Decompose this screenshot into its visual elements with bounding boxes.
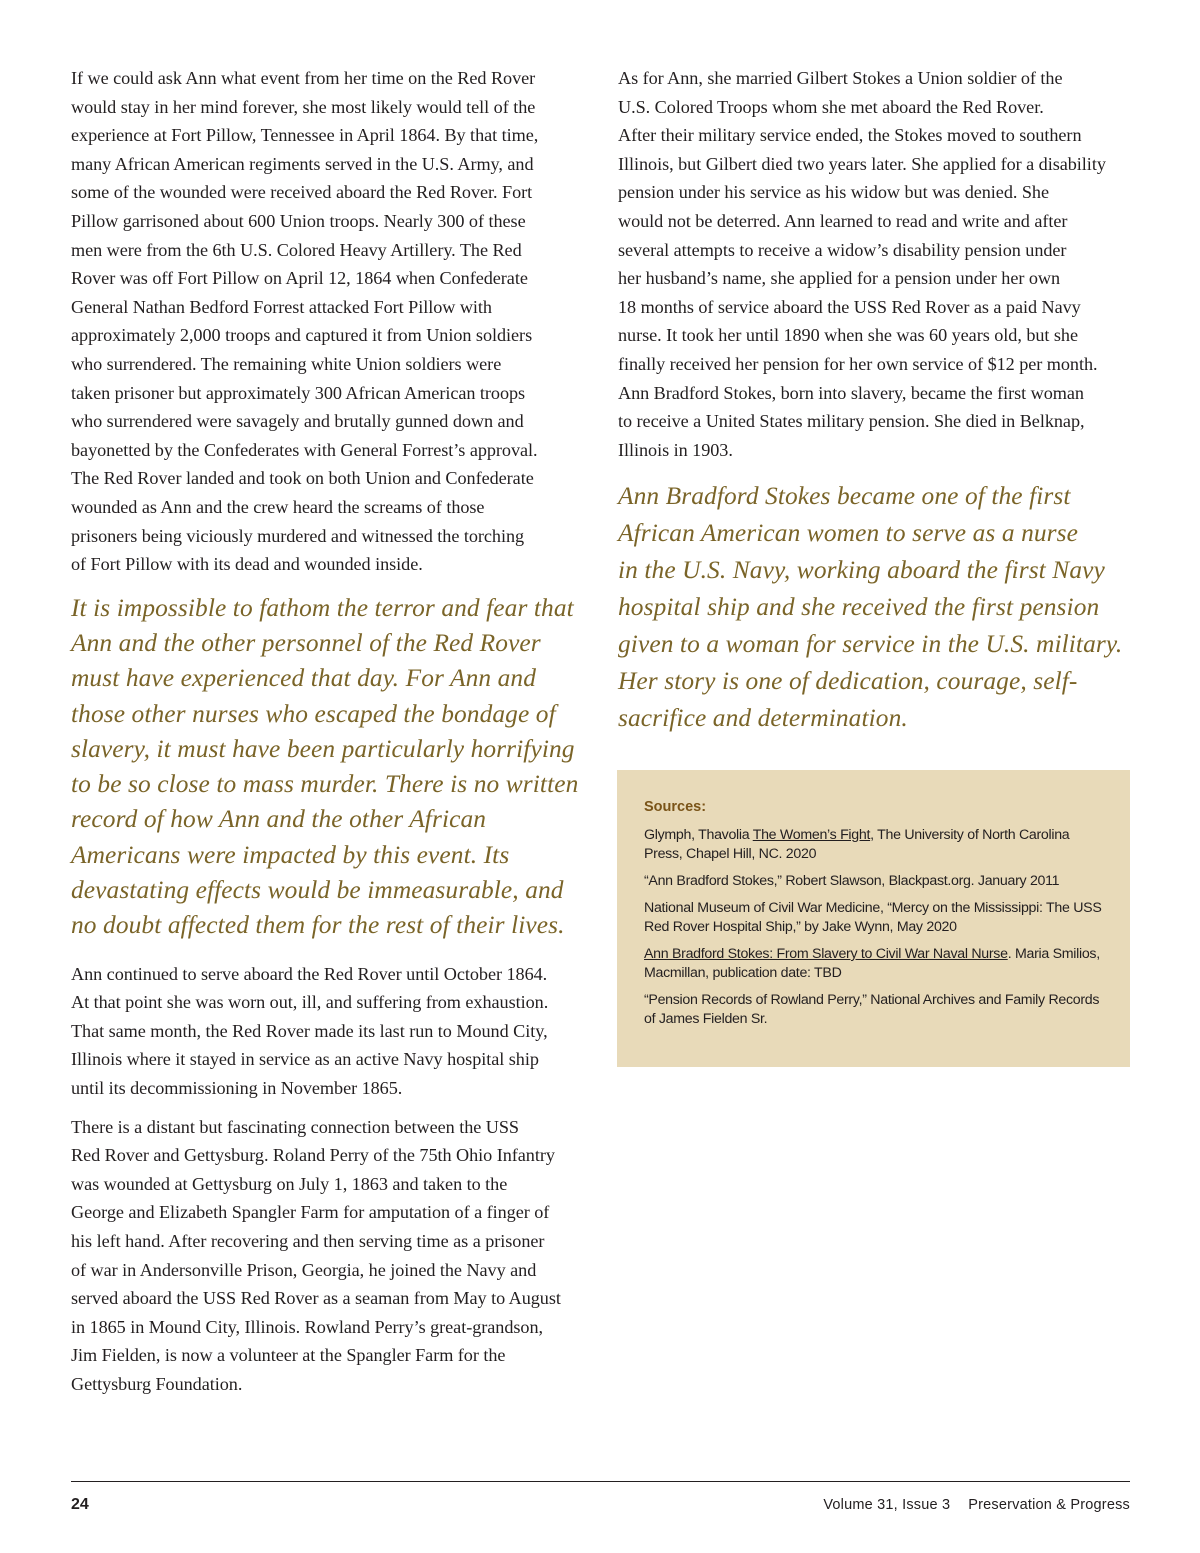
page-number: 24	[71, 1496, 89, 1513]
source-item	[644, 826, 1104, 864]
right-column	[618, 64, 1130, 737]
source-text: , The University of North Carolina Press, Chapel Hill, NC. 2020	[644, 827, 1070, 862]
left-paragraph-service-end: Ann continued to serve aboard the Red Rover until October 1864. At that point she was worn out, ill, and suffering from exhaustion. That same month, the Red Rover made its last run to Mound City, Illinois where it stayed in service as an active Navy hospital ship until its decommissioning in November 1865.	[71, 963, 549, 1099]
source-book-title: The Women’s Fight	[752, 827, 871, 843]
publication-name: Preservation & Progress	[968, 1497, 1130, 1513]
source-item: “Ann Bradford Stokes,” Robert Slawson, Blackpast.org. January 2011	[644, 873, 1060, 889]
right-pull-quote: Ann Bradford Stokes became one of the first African American women to serve as a nurse in the U.S. Navy, working aboard the first Navy hospital ship and she received the first pension given to a woman for service in the U.S. military. Her story is one of dedication, courage, self- sacrifice and determination.	[618, 482, 1123, 733]
right-paragraph-pension: As for Ann, she married Gilbert Stokes a Union soldier of the U.S. Colored Troops whom she met aboard the Red Rover. After their military service ended, the Stokes moved to southern Illinois, but Gilbert died two years later. She applied for a disability pension under his service as his widow but was denied. She would not be deterred. Ann learned to read and write and after several attempts to receive a widow’s disability pension under her husband’s name, she applied for a pension under her own 18 months of service aboard the USS Red Rover as a paid Navy nurse. It took her until 1890 when she was 60 years old, but she finally received her pension for her own service of $12 per month. Ann Bradford Stokes, born into slavery, became the first woman to receive a United States military pension. She died in Belknap, Illinois in 1903.	[618, 68, 1106, 460]
source-item	[644, 945, 1104, 983]
source-item: National Museum of Civil War Medicine, “Mercy on the Mississippi: The USS Red Rover Hospital Ship,” by Jake Wynn, May 2020	[644, 900, 1102, 935]
left-paragraph-gettysburg: There is a distant but fascinating connection between the USS Red Rover and Gettysburg. Roland Perry of the 75th Ohio Infantry was wounded at Gettysburg on July 1, 1863 and taken to the George and Elizabeth Spangler Farm for amputation of a finger of his left hand. After recovering and then serving time as a prisoner of war in Andersonville Prison, Georgia, he joined the Navy and served aboard the USS Red Rover as a seaman from May to August in 1865 in Mound City, Illinois. Rowland Perry’s great-grandson, Jim Fielden, is now a volunteer at the Spangler Farm for the Gettysburg Foundation.	[71, 1116, 561, 1394]
issue-label: Volume 31, Issue 3	[823, 1497, 951, 1513]
source-book-title: Ann Bradford Stokes: From Slavery to Civil War Naval Nurse	[644, 946, 1008, 962]
source-text: Glymph, Thavolia	[644, 827, 753, 843]
footer-divider	[71, 1481, 1130, 1482]
left-paragraph-fort-pillow: If we could ask Ann what event from her time on the Red Rover would stay in her mind forever, she most likely would tell of the experience at Fort Pillow, Tennessee in April 1864. By that time, many African American regiments served in the U.S. Army, and some of the wounded were received aboard the Red Rover. Fort Pillow garrisoned about 600 Union troops. Nearly 300 of these men were from the 6th U.S. Colored Heavy Artillery. The Red Rover was off Fort Pillow on April 12, 1864 when Confederate General Nathan Bedford Forrest attacked Fort Pillow with approximately 2,000 troops and captured it from Union soldiers who surrendered. The remaining white Union soldiers were taken prisoner but approximately 300 African American troops who surrendered were savagely and brutally gunned down and bayonetted by the Confederates with General Forrest’s approval. The Red Rover landed and took on both Union and Confederate wounded as Ann and the crew heard the screams of those prisoners being viciously murdered and witnessed the torching of Fort Pillow with its dead and wounded inside.	[71, 68, 539, 575]
sources-box	[617, 770, 1130, 1067]
footer-publication-info	[823, 1497, 1130, 1513]
sources-title: Sources:	[644, 799, 707, 815]
source-item: “Pension Records of Rowland Perry,” National Archives and Family Records of James Fielden Sr.	[644, 992, 1100, 1027]
left-column	[71, 64, 586, 1409]
source-text: . Maria Smilios, Macmillan, publication date: TBD	[644, 946, 1100, 981]
left-pull-quote: It is impossible to fathom the terror and fear that Ann and the other personnel of the Red Rover must have experienced that day. For Ann and those other nurses who escaped the bondage of slavery, it must have been particularly horrifying to be so close to mass murder. There is no written record of how Ann and the other African Americans were impacted by this event. Its devastating effects would be immeasurable, and no doubt affected them for the rest of their lives.	[71, 593, 579, 940]
